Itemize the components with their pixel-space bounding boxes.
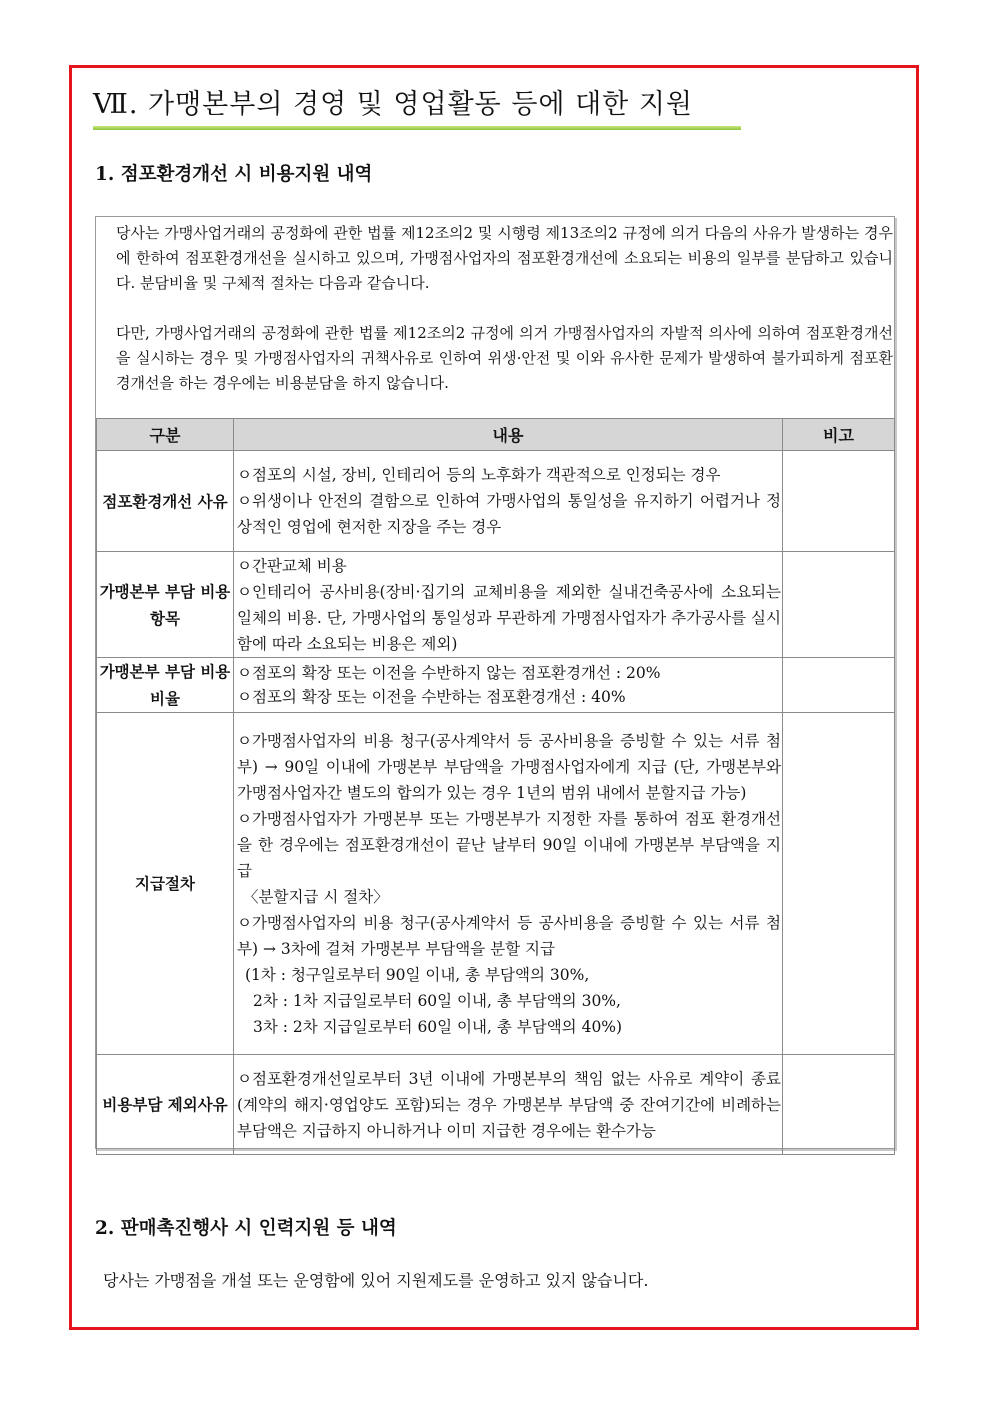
row-label: 가맹본부 부담 비용비율 — [97, 658, 234, 713]
content-line: ㅇ간판교체 비용 — [237, 556, 347, 575]
row-note — [783, 552, 895, 658]
table-row — [97, 1055, 895, 1155]
table-row — [97, 713, 895, 1055]
content-line: ㅇ위생이나 안전의 결함으로 인하여 가맹사업의 통일성을 유지하기 어렵거나 정상적인 영업에 현저한 지장을 주는 경우 — [237, 492, 781, 536]
header-category: 구분 — [97, 419, 234, 451]
content-line: 3차 : 2차 지급일로부터 60일 이내, 총 부담액의 40%) — [253, 1017, 623, 1036]
row-content — [234, 1055, 783, 1155]
support-table — [96, 418, 895, 1155]
header-note: 비고 — [783, 419, 895, 451]
row-note — [783, 658, 895, 713]
title-underline — [93, 126, 741, 130]
section1-heading: 1. 점포환경개선 시 비용지원 내역 — [95, 164, 373, 185]
row-label: 지급절차 — [97, 713, 234, 1055]
content-line: ㅇ가맹점사업자의 비용 청구(공사계약서 등 공사비용을 증빙할 수 있는 서류 첨부) → 90일 이내에 가맹본부 부담액을 가맹점사업자에게 지급 (단, 가맹본부와 가맹점사업자간 별도의 합의가 있는 경우 1년의 범위 내에서 분할지급 가능) — [237, 731, 781, 802]
section2-heading: 2. 판매촉진행사 시 인력지원 등 내역 — [95, 1218, 397, 1239]
content-line: ㅇ가맹점사업자의 비용 청구(공사계약서 등 공사비용을 증빙할 수 있는 서류 첨부) → 3차에 걸쳐 가맹본부 부담액을 분할 지급 — [237, 913, 781, 958]
content-line: ㅇ점포의 시설, 장비, 인테리어 등의 노후화가 객관적으로 인정되는 경우 — [237, 466, 721, 484]
row-label: 가맹본부 부담 비용항목 — [97, 552, 234, 658]
table-row — [97, 451, 895, 552]
header-content: 내용 — [234, 419, 783, 451]
intro-paragraph-1: 당사는 가맹사업거래의 공정화에 관한 법률 제12조의2 및 시행령 제13조의2 규정에 의거 다음의 사유가 발생하는 경우에 한하여 점포환경개선을 실시하고 있으며, 가맹점사업자의 점포환경개선에 소요되는 비용의 일부를 분담하고 있습니다. 분담비율 및 구체적 절차는 다음과 같습니다. — [116, 224, 893, 292]
content-line: (1차 : 청구일로부터 90일 이내, 총 부담액의 30%, — [245, 965, 590, 984]
row-content — [234, 658, 783, 713]
content-line: ㅇ점포의 확장 또는 이전을 수반하는 점포환경개선 : 40% — [237, 688, 626, 706]
support-panel — [95, 216, 895, 1149]
content-line: 〈분할지급 시 절차〉 — [243, 887, 389, 906]
row-note — [783, 1055, 895, 1155]
row-content — [234, 713, 783, 1055]
intro-paragraph-2: 다만, 가맹사업거래의 공정화에 관한 법률 제12조의2 규정에 의거 가맹점사업자의 자발적 의사에 의하여 점포환경개선을 실시하는 경우 및 가맹점사업자의 귀책사유로 인하여 위생·안전 및 이와 유사한 문제가 발생하여 불가피하게 점포환경개선을 하는 경우에는 비용분담을 하지 않습니다. — [116, 324, 893, 392]
page-title: Ⅶ. 가맹본부의 경영 및 영업활동 등에 대한 지원 — [93, 89, 693, 120]
row-content — [234, 552, 783, 658]
section2-body: 당사는 가맹점을 개설 또는 운영함에 있어 지원제도를 운영하고 있지 않습니다. — [103, 1271, 649, 1290]
row-content — [234, 451, 783, 552]
content-line: 2차 : 1차 지급일로부터 60일 이내, 총 부담액의 30%, — [253, 991, 621, 1010]
row-label: 비용부담 제외사유 — [97, 1055, 234, 1155]
content-line: ㅇ인테리어 공사비용(장비·집기의 교체비용을 제외한 실내건축공사에 소요되는 일체의 비용. 단, 가맹사업의 통일성과 무관하게 가맹점사업자가 추가공사를 실시함에 따라 소요되는 비용은 제외) — [237, 582, 781, 653]
table-row — [97, 658, 895, 713]
table-row — [97, 552, 895, 658]
content-line: ㅇ가맹점사업자가 가맹본부 또는 가맹본부가 지정한 자를 통하여 점포 환경개선을 한 경우에는 점포환경개선이 끝난 날부터 90일 이내에 가맹본부 부담액을 지급 — [237, 809, 781, 880]
row-note — [783, 451, 895, 552]
row-label: 점포환경개선 사유 — [97, 451, 234, 552]
table-header-row — [97, 419, 895, 451]
row-note — [783, 713, 895, 1055]
content-line: ㅇ점포환경개선일로부터 3년 이내에 가맹본부의 책임 없는 사유로 계약이 종료(계약의 해지·영업양도 포함)되는 경우 가맹본부 부담액 중 잔여기간에 비례하는 부담액은 지급하지 아니하거나 이미 지급한 경우에는 환수가능 — [237, 1069, 781, 1140]
content-line: ㅇ점포의 확장 또는 이전을 수반하지 않는 점포환경개선 : 20% — [237, 664, 661, 682]
